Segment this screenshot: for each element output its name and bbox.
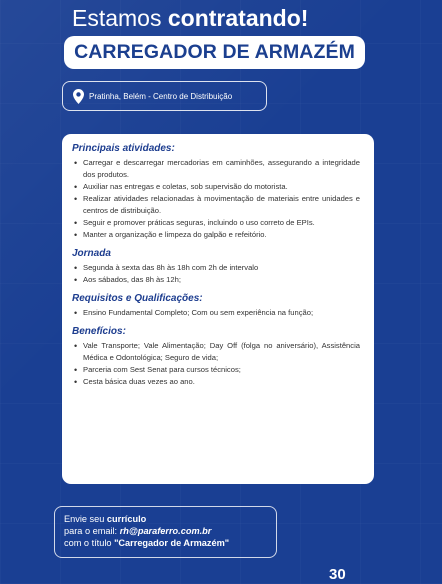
anniversary-badge: 30 <box>329 566 346 583</box>
list-item: • Realizar atividades relacionadas à movimentação de materiais entre unidades e centros de distribuição. <box>72 193 360 217</box>
requirements-section <box>72 292 360 319</box>
benefits-list <box>72 340 360 388</box>
location-pill <box>62 81 267 111</box>
role-banner <box>64 36 365 69</box>
benefits-title: Benefícios: <box>72 326 126 337</box>
activities-list <box>72 157 360 241</box>
apply-line-1-bold: currículo <box>106 514 147 524</box>
apply-line-2 <box>64 525 276 537</box>
apply-line-3-prefix: com o título <box>64 538 112 548</box>
headline-bold: contratando! <box>167 5 309 31</box>
list-item: • Manter a organização e limpeza do galpão e refeitório. <box>72 229 360 241</box>
schedule-list <box>72 262 360 286</box>
list-item: • Cesta básica duas vezes ao ano. <box>72 376 360 388</box>
apply-line-2-prefix: para o email: <box>64 526 118 536</box>
list-item: • Segunda à sexta das 8h às 18h com 2h de intervalo <box>72 262 360 274</box>
email-subject: "Carregador de Armazém" <box>114 538 230 548</box>
activities-title: Principais atividades: <box>72 143 175 154</box>
list-item: • Aos sábados, das 8h às 12h; <box>72 274 360 286</box>
role-title: CARREGADOR DE ARMAZÉM <box>74 41 355 63</box>
apply-instructions <box>54 506 277 558</box>
activities-section <box>72 142 360 241</box>
requirements-title: Requisitos e Qualificações: <box>72 293 203 304</box>
map-pin-icon <box>73 89 84 104</box>
job-details-card <box>62 134 374 484</box>
list-item: • Ensino Fundamental Completo; Com ou sem experiência na função; <box>72 307 360 319</box>
schedule-title: Jornada <box>72 248 111 259</box>
headline-prefix: Estamos <box>72 5 162 31</box>
list-item: • Vale Transporte; Vale Alimentação; Day Off (folga no aniversário), Assistência Médica e Odontológica; Seguro de vida; <box>72 340 360 364</box>
email-link[interactable]: rh@paraferro.com.br <box>119 526 212 536</box>
schedule-section <box>72 247 360 286</box>
headline <box>72 4 308 32</box>
list-item: • Parceria com Sest Senat para cursos técnicos; <box>72 364 360 376</box>
requirements-list <box>72 307 360 319</box>
benefits-section <box>72 325 360 388</box>
apply-line-3 <box>64 537 276 549</box>
list-item: • Seguir e promover práticas seguras, incluindo o uso correto de EPIs. <box>72 217 360 229</box>
list-item: • Carregar e descarregar mercadorias em caminhões, assegurando a integridade dos produtos. <box>72 157 360 181</box>
location-text: Pratinha, Belém - Centro de Distribuição <box>89 91 233 101</box>
apply-line-1 <box>64 513 276 525</box>
apply-line-1-prefix: Envie seu <box>64 514 105 524</box>
list-item: • Auxiliar nas entregas e coletas, sob supervisão do motorista. <box>72 181 360 193</box>
